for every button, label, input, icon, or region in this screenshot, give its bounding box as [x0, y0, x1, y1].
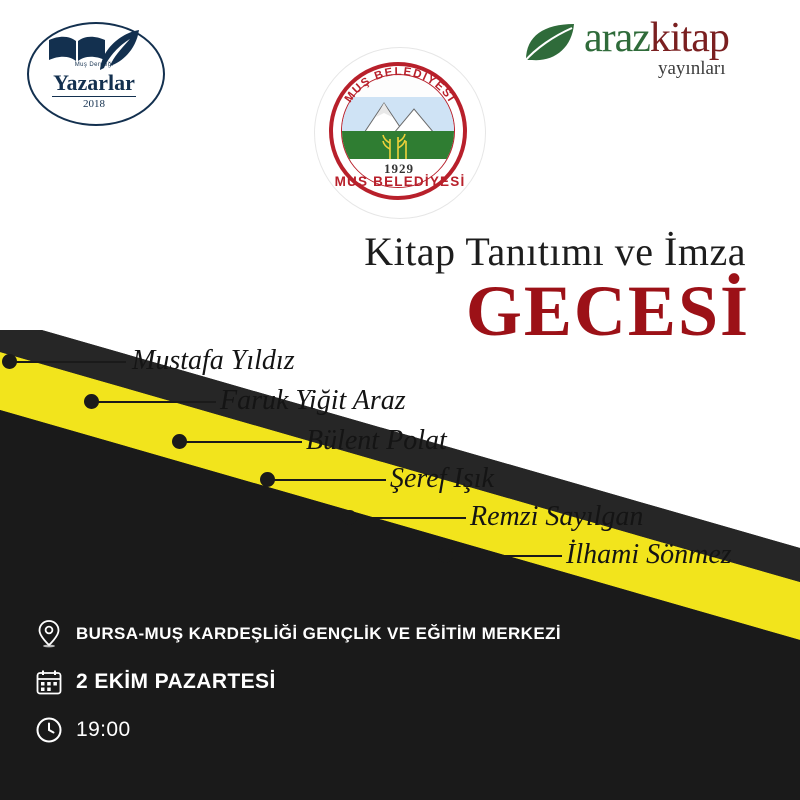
list-connector-line: [186, 441, 302, 443]
location-text: BURSA-MUŞ KARDEŞLİĞİ GENÇLİK VE EĞİTİM MERKEZİ: [76, 624, 561, 643]
participant-name: Şeref Işık: [390, 463, 494, 494]
araz-word-red: kitap: [649, 15, 729, 61]
calendar-icon: [34, 666, 64, 698]
participant-list: [0, 330, 800, 580]
participant-name: Mustafa Yıldız: [132, 345, 295, 376]
yazarlar-name: Yazarlar: [53, 70, 135, 95]
date-text: 2 EKİM PAZARTESİ: [76, 670, 276, 693]
date-row: [34, 658, 734, 706]
seal-arc-text: [315, 48, 485, 218]
time-row: [34, 706, 734, 754]
participant-name: Faruk Yiğit Araz: [220, 385, 406, 416]
leaf-icon: [522, 22, 578, 64]
list-connector-line: [98, 401, 216, 403]
map-pin-icon: [34, 618, 64, 650]
list-bullet-dot: [2, 354, 17, 369]
list-bullet-dot: [342, 510, 357, 525]
list-connector-line: [452, 555, 562, 557]
svg-text:MUŞ BELEDİYESİ: MUŞ BELEDİYESİ: [342, 65, 458, 105]
list-bullet-dot: [260, 472, 275, 487]
participant-name: Bülent Polat: [306, 425, 447, 456]
event-details: [34, 610, 734, 754]
list-connector-line: [274, 479, 386, 481]
araz-word-green: araz: [584, 15, 650, 61]
list-bullet-dot: [172, 434, 187, 449]
araz-wordmark: [584, 14, 729, 62]
seal-year: 1929: [384, 161, 414, 176]
araz-kitap-logo: [518, 14, 778, 90]
list-connector-line: [16, 361, 126, 363]
logo-divider: [52, 96, 136, 97]
yazarlar-year: 2018: [83, 98, 105, 110]
event-title-line1: Kitap Tanıtımı ve İmza: [364, 229, 746, 274]
mus-belediyesi-seal: [315, 48, 485, 218]
araz-subtitle: yayınları: [658, 58, 726, 79]
time-text: 19:00: [76, 718, 131, 741]
location-row: [34, 610, 734, 658]
clock-icon: [34, 714, 64, 746]
yazarlar-dernegi-logo: [22, 18, 172, 128]
list-bullet-dot: [84, 394, 99, 409]
seal-bottom-label: MUŞ BELEDİYESİ: [334, 174, 466, 189]
participant-name: Remzi Sayılgan: [470, 501, 644, 532]
yazarlar-subtitle: Muş Derneği: [74, 62, 114, 68]
participant-name: İlhami Sönmez: [566, 539, 732, 570]
list-bullet-dot: [438, 548, 453, 563]
event-title-line2: GECESİ: [465, 271, 750, 351]
list-connector-line: [356, 517, 466, 519]
